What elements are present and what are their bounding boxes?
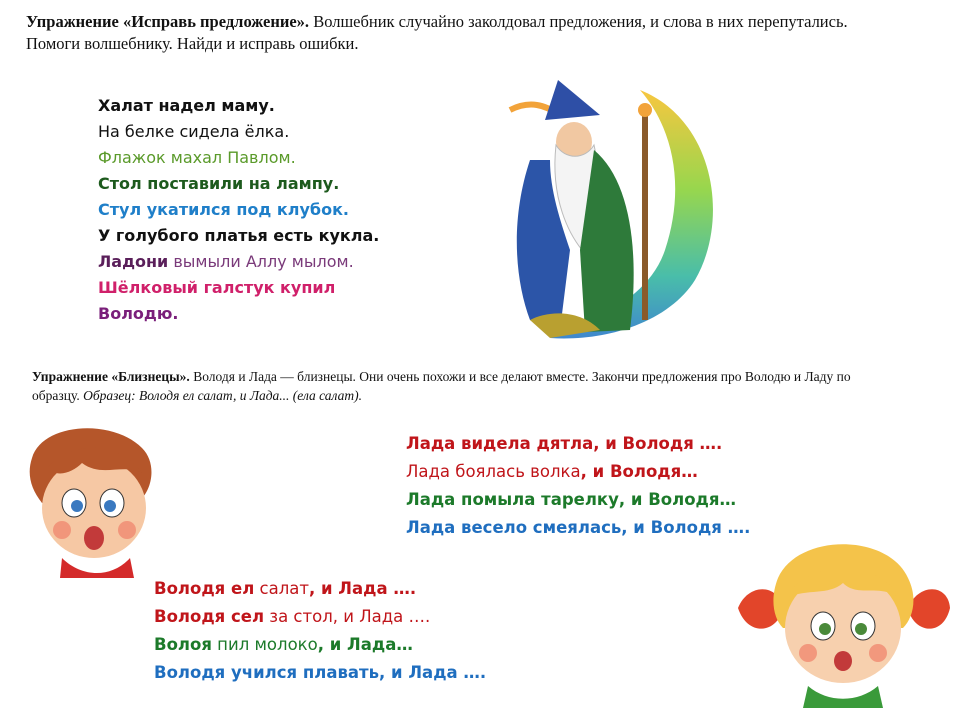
wizard-sentence-part: Халат надел маму. <box>98 96 275 115</box>
exercise-2-instructions <box>32 368 892 405</box>
lada-sentence <box>406 514 750 542</box>
wizard-sentence-part: Володю. <box>98 304 179 323</box>
exercise-1-text: Волшебник случайно заколдовал предложения, и слова в них перепутались. Помоги волшебнику. Найди и исправь ошибки. <box>26 12 848 53</box>
volodya-sentence-part: салат <box>254 579 309 598</box>
wizard-sentence <box>98 197 379 223</box>
volodya-sentence-part: , и Лада …. <box>308 579 417 598</box>
volodya-sentence-part: Володя учился плавать, и Лада …. <box>154 663 487 682</box>
lada-sentence-list <box>406 430 750 542</box>
volodya-sentence <box>154 659 486 687</box>
volodya-sentence-part: Володя ел <box>154 579 255 598</box>
volodya-sentence-part: пил молоко <box>211 635 318 654</box>
wizard-sentence-part: Стол поставили на лампу. <box>98 174 340 193</box>
wizard-sentence-part: Стул укатился под клубок. <box>98 200 349 219</box>
exercise-2-title: Упражнение «Близнецы». <box>32 369 190 384</box>
volodya-sentence-part: , и Лада …. <box>332 607 431 626</box>
exercise-2-text: Володя и Лада — близнецы. Они очень похожи и все делают вместе. Закончи предложения про Володю и Ладу по образцу. <box>32 369 851 403</box>
lada-sentence <box>406 486 750 514</box>
wizard-sentence <box>98 249 379 275</box>
lada-sentence-part: Лада боялась волка <box>406 462 581 481</box>
wizard-sentence <box>98 145 379 171</box>
wizard-illustration <box>490 80 735 348</box>
wizard-sentence-part: Шёлковый галстук купил <box>98 278 336 297</box>
volodya-sentence-part: Володя сел <box>154 607 265 626</box>
volodya-sentence-part: за стол <box>264 607 333 626</box>
boy-illustration <box>22 418 162 578</box>
wizard-sentence-part: На белке сидела ёлка. <box>98 122 290 141</box>
wizard-sentence <box>98 93 379 119</box>
volodya-sentence-part: Волоя <box>154 635 212 654</box>
lada-sentence-part: Лада помыла тарелку, и Володя… <box>406 490 736 509</box>
exercise-1-instructions <box>26 11 886 55</box>
wizard-sentence <box>98 119 379 145</box>
lada-sentence-part: Лада видела дятла, и Володя …. <box>406 434 723 453</box>
lada-sentence <box>406 430 750 458</box>
exercise-2-sample: Образец: Володя ел салат, и Лада... (ела салат). <box>83 387 362 403</box>
wizard-sentence <box>98 275 379 301</box>
lada-sentence-part: Лада весело смеялась, и Володя …. <box>406 518 751 537</box>
wizard-sentence-part: Ладони <box>98 252 169 271</box>
wizard-sentence <box>98 301 379 327</box>
wizard-sentence <box>98 171 379 197</box>
volodya-sentence <box>154 603 486 631</box>
lada-sentence-part: , и Володя… <box>580 462 698 481</box>
wizard-sentence-part: У голубого платья есть кукла. <box>98 226 380 245</box>
volodya-sentence <box>154 575 486 603</box>
exercise-1-title: Упражнение «Исправь предложение». <box>26 12 310 31</box>
volodya-sentence-part: , и Лада… <box>317 635 413 654</box>
wizard-sentence-list <box>98 93 379 327</box>
volodya-sentence <box>154 631 486 659</box>
wizard-sentence-part: Флажок махал Павлом. <box>98 148 296 167</box>
lada-sentence <box>406 458 750 486</box>
girl-illustration <box>738 528 950 708</box>
wizard-sentence-part: вымыли Аллу мылом. <box>168 252 354 271</box>
wizard-sentence <box>98 223 379 249</box>
volodya-sentence-list <box>154 575 486 687</box>
